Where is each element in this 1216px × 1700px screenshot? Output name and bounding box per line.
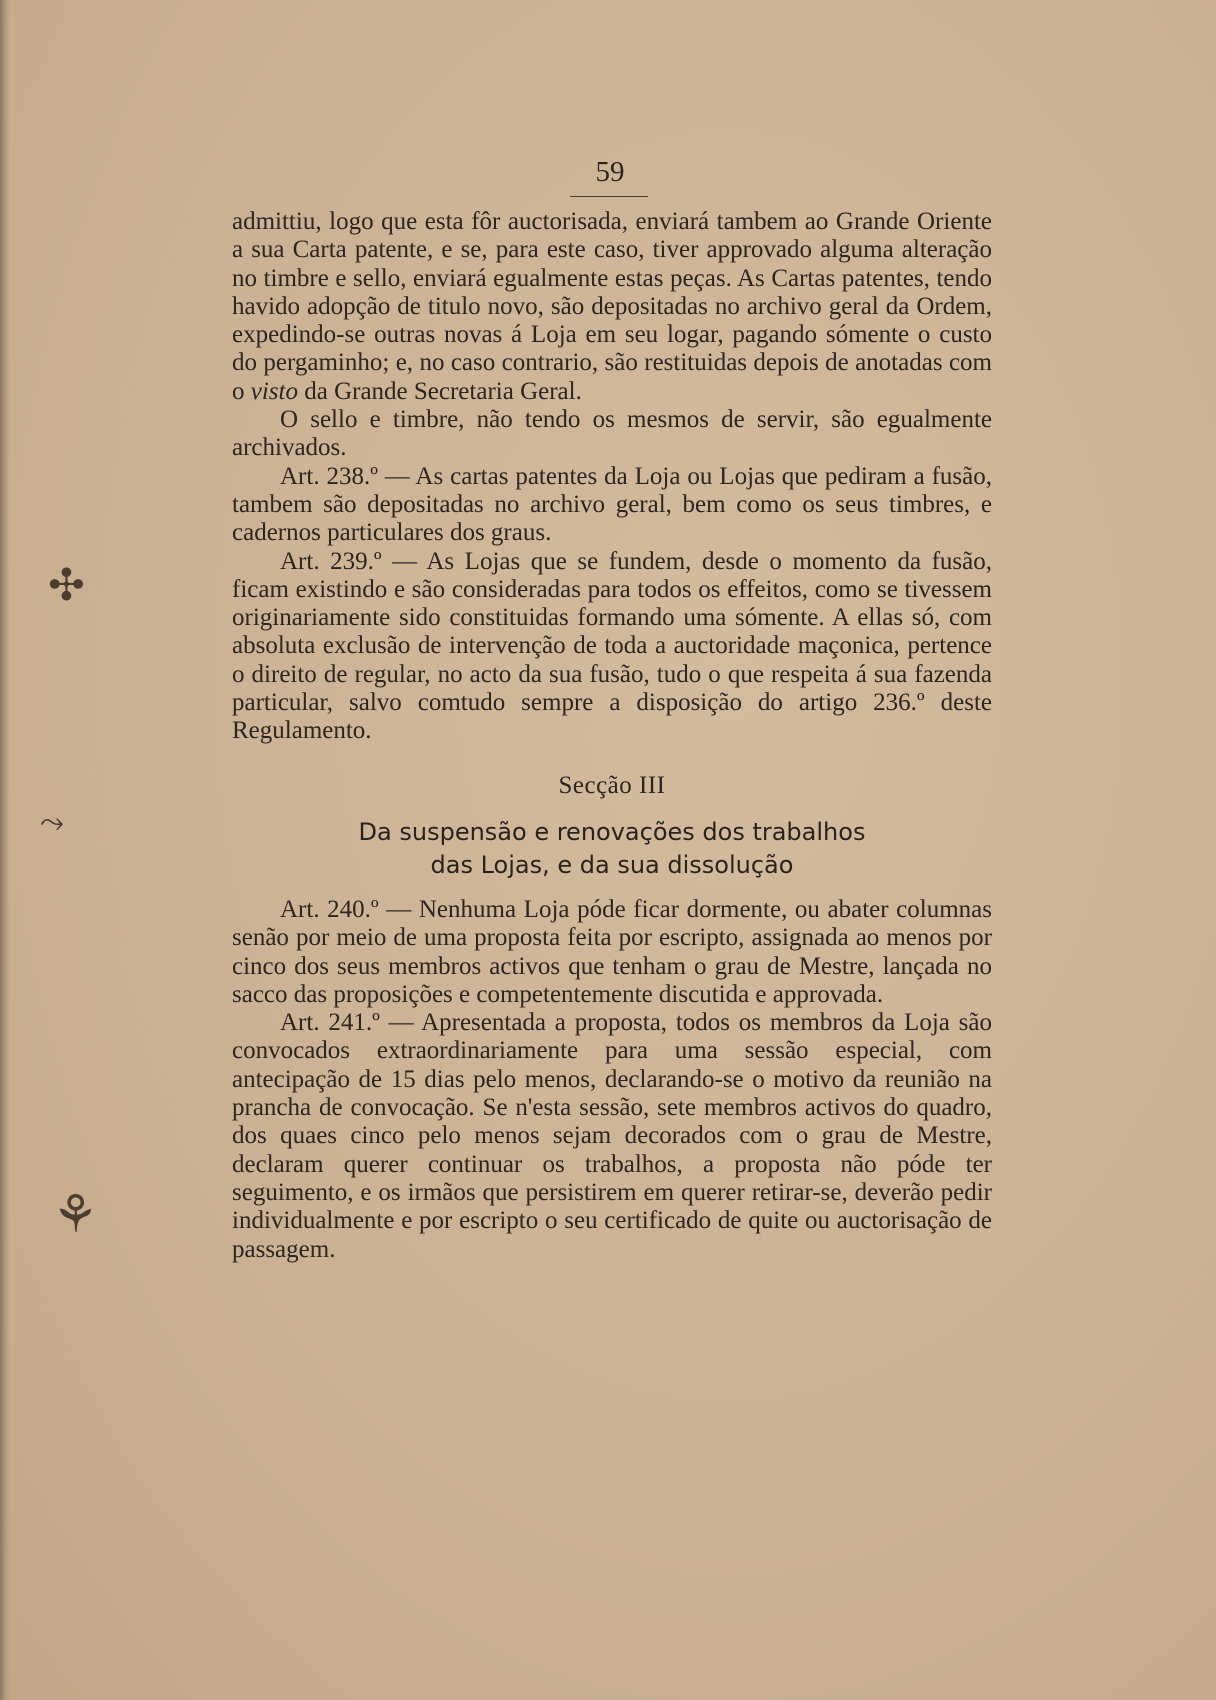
italic-word: visto [250,377,298,405]
page-binding-edge [0,0,10,1700]
margin-ornament-2: ⤳ [40,805,64,840]
page-number-rule [570,196,648,197]
margin-ornament-1: ✣ [48,560,85,611]
paragraph-tail: da Grande Secretaria Geral. [297,377,582,405]
page-number: 59 [595,156,625,188]
section-title [232,816,992,882]
body-text [232,208,992,1264]
margin-ornament-3: ⚘ [52,1185,99,1245]
paragraph-continued [232,208,992,406]
paragraph-sello: O sello e timbre, não tendo os mesmos de servir, são egualmente archivados. [232,406,992,462]
section-title-line-1: Da suspensão e renovações dos trabalhos [358,817,866,846]
section-label: Secção III [558,771,666,799]
paragraph-art-241: Art. 241.º — Apresentada a proposta, todos os membros da Loja são convocados extraordinariamente para uma sessão especial, com antecipação de 15 dias pelo menos, declarando-se o motivo da reunião na prancha de convocação. Se n'esta sessão, sete membros activos do quadro, dos quaes cinco pelo menos sejam decorados com o grau de Mestre, declaram querer continuar os trabalhos, a proposta não póde ter seguimento, e os irmãos que persistirem em querer retirar-se, deverão pedir individualmente e por escripto o seu certificado de quite ou auctorisação de passagem. [232,1009,992,1263]
paragraph-text: admittiu, logo que esta fôr auctorisada, enviará tambem ao Grande Oriente a sua Carta patente, e se, para este caso, tiver approvado alguma alteração no timbre e sello, enviará egualmente estas peças. As Cartas patentes, tendo havido adopção de titulo novo, são depositadas no archivo geral da Ordem, expedindo-se outras novas á Loja em seu logar, pagando sómente o custo do pergaminho; e, no caso contrario, são restituidas depois de anotadas com o [232,208,992,405]
paragraph-art-239: Art. 239.º — As Lojas que se fundem, desde o momento da fusão, ficam existindo e são consideradas para todos os effeitos, como se tivessem originariamente sido constituidas formando uma sómente. A ellas só, com absoluta exclusão de intervenção de toda a auctoridade maçonica, pertence o direito de regular, no acto da sua fusão, tudo o que respeita á sua fazenda particular, salvo comtudo sempre a disposição do artigo 236.º deste Regulamento. [232,547,992,745]
section-title-line-2: das Lojas, e da sua dissolução [430,850,794,879]
paragraph-art-240: Art. 240.º — Nenhuma Loja póde ficar dormente, ou abater columnas senão por meio de uma proposta feita por escripto, assignada ao menos por cinco dos seus membros activos que tenham o grau de Mestre, lançada no sacco das proposições e competentemente discutida e approvada. [232,895,992,1008]
paragraph-art-238: Art. 238.º — As cartas patentes da Loja ou Lojas que pediram a fusão, tambem são depositadas no archivo geral, bem como os seus timbres, e cadernos particulares dos graus. [232,462,992,547]
